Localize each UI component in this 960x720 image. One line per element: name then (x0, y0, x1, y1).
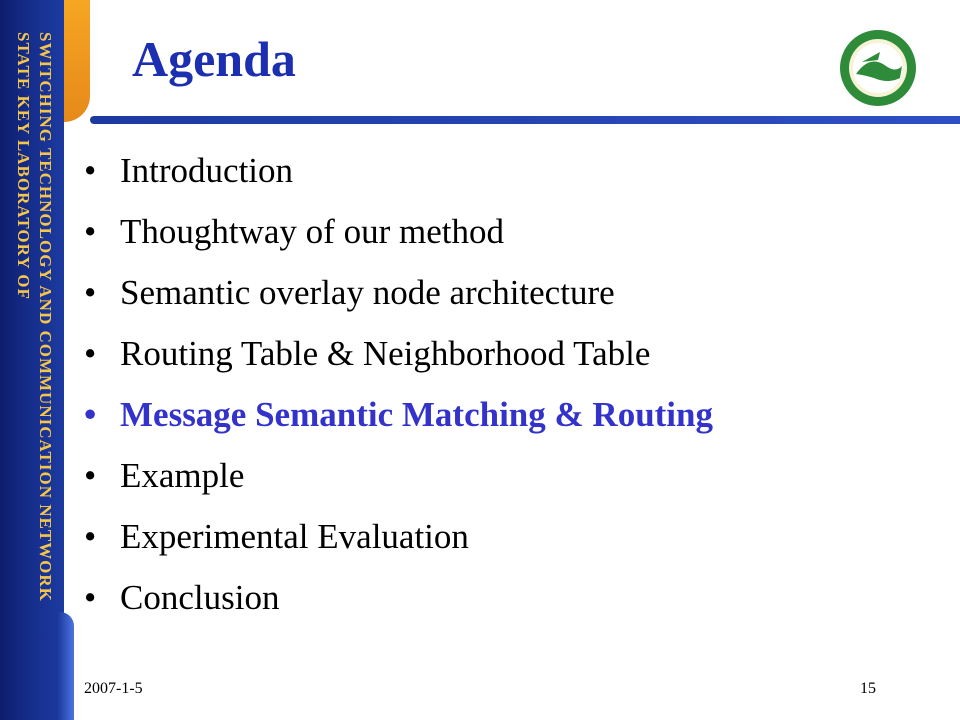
agenda-item-label: Introduction (120, 150, 294, 190)
agenda-item-label: Thoughtway of our method (120, 211, 504, 251)
bullet-icon: • (84, 333, 97, 373)
agenda-item (84, 140, 924, 201)
agenda-item-label: Example (120, 455, 245, 495)
agenda-item (84, 323, 924, 384)
bullet-icon: • (84, 516, 97, 556)
agenda-list (84, 140, 924, 628)
agenda-item (84, 262, 924, 323)
agenda-item (84, 567, 924, 628)
sidebar-line-1: SWITCHING TECHNOLOGY AND COMMUNICATION NETWORK (36, 32, 55, 602)
footer-date: 2007-1-5 (84, 680, 143, 697)
title-divider (90, 116, 960, 124)
bullet-icon: • (84, 577, 97, 617)
bullet-icon: • (84, 455, 97, 495)
bullet-icon: • (84, 272, 97, 312)
orange-accent-shape (64, 0, 90, 122)
agenda-item-label: Semantic overlay node architecture (120, 272, 615, 312)
agenda-item-label: Conclusion (120, 577, 280, 617)
bullet-icon: • (84, 211, 97, 251)
university-seal-logo (826, 26, 930, 110)
bullet-icon: • (84, 394, 97, 434)
agenda-item-label: Experimental Evaluation (120, 516, 469, 556)
sidebar-line-2: STATE KEY LABORATORY OF (14, 32, 33, 300)
agenda-item-label: Message Semantic Matching & Routing (120, 394, 714, 434)
blue-accent-stub (58, 612, 74, 720)
sidebar-lab-name (2, 32, 56, 692)
agenda-item (84, 384, 924, 445)
agenda-item (84, 445, 924, 506)
page-number: 15 (860, 680, 876, 697)
bullet-icon: • (84, 150, 97, 190)
agenda-item (84, 506, 924, 567)
page-title: Agenda (132, 31, 296, 87)
agenda-item-label: Routing Table & Neighborhood Table (120, 333, 651, 373)
agenda-item (84, 201, 924, 262)
